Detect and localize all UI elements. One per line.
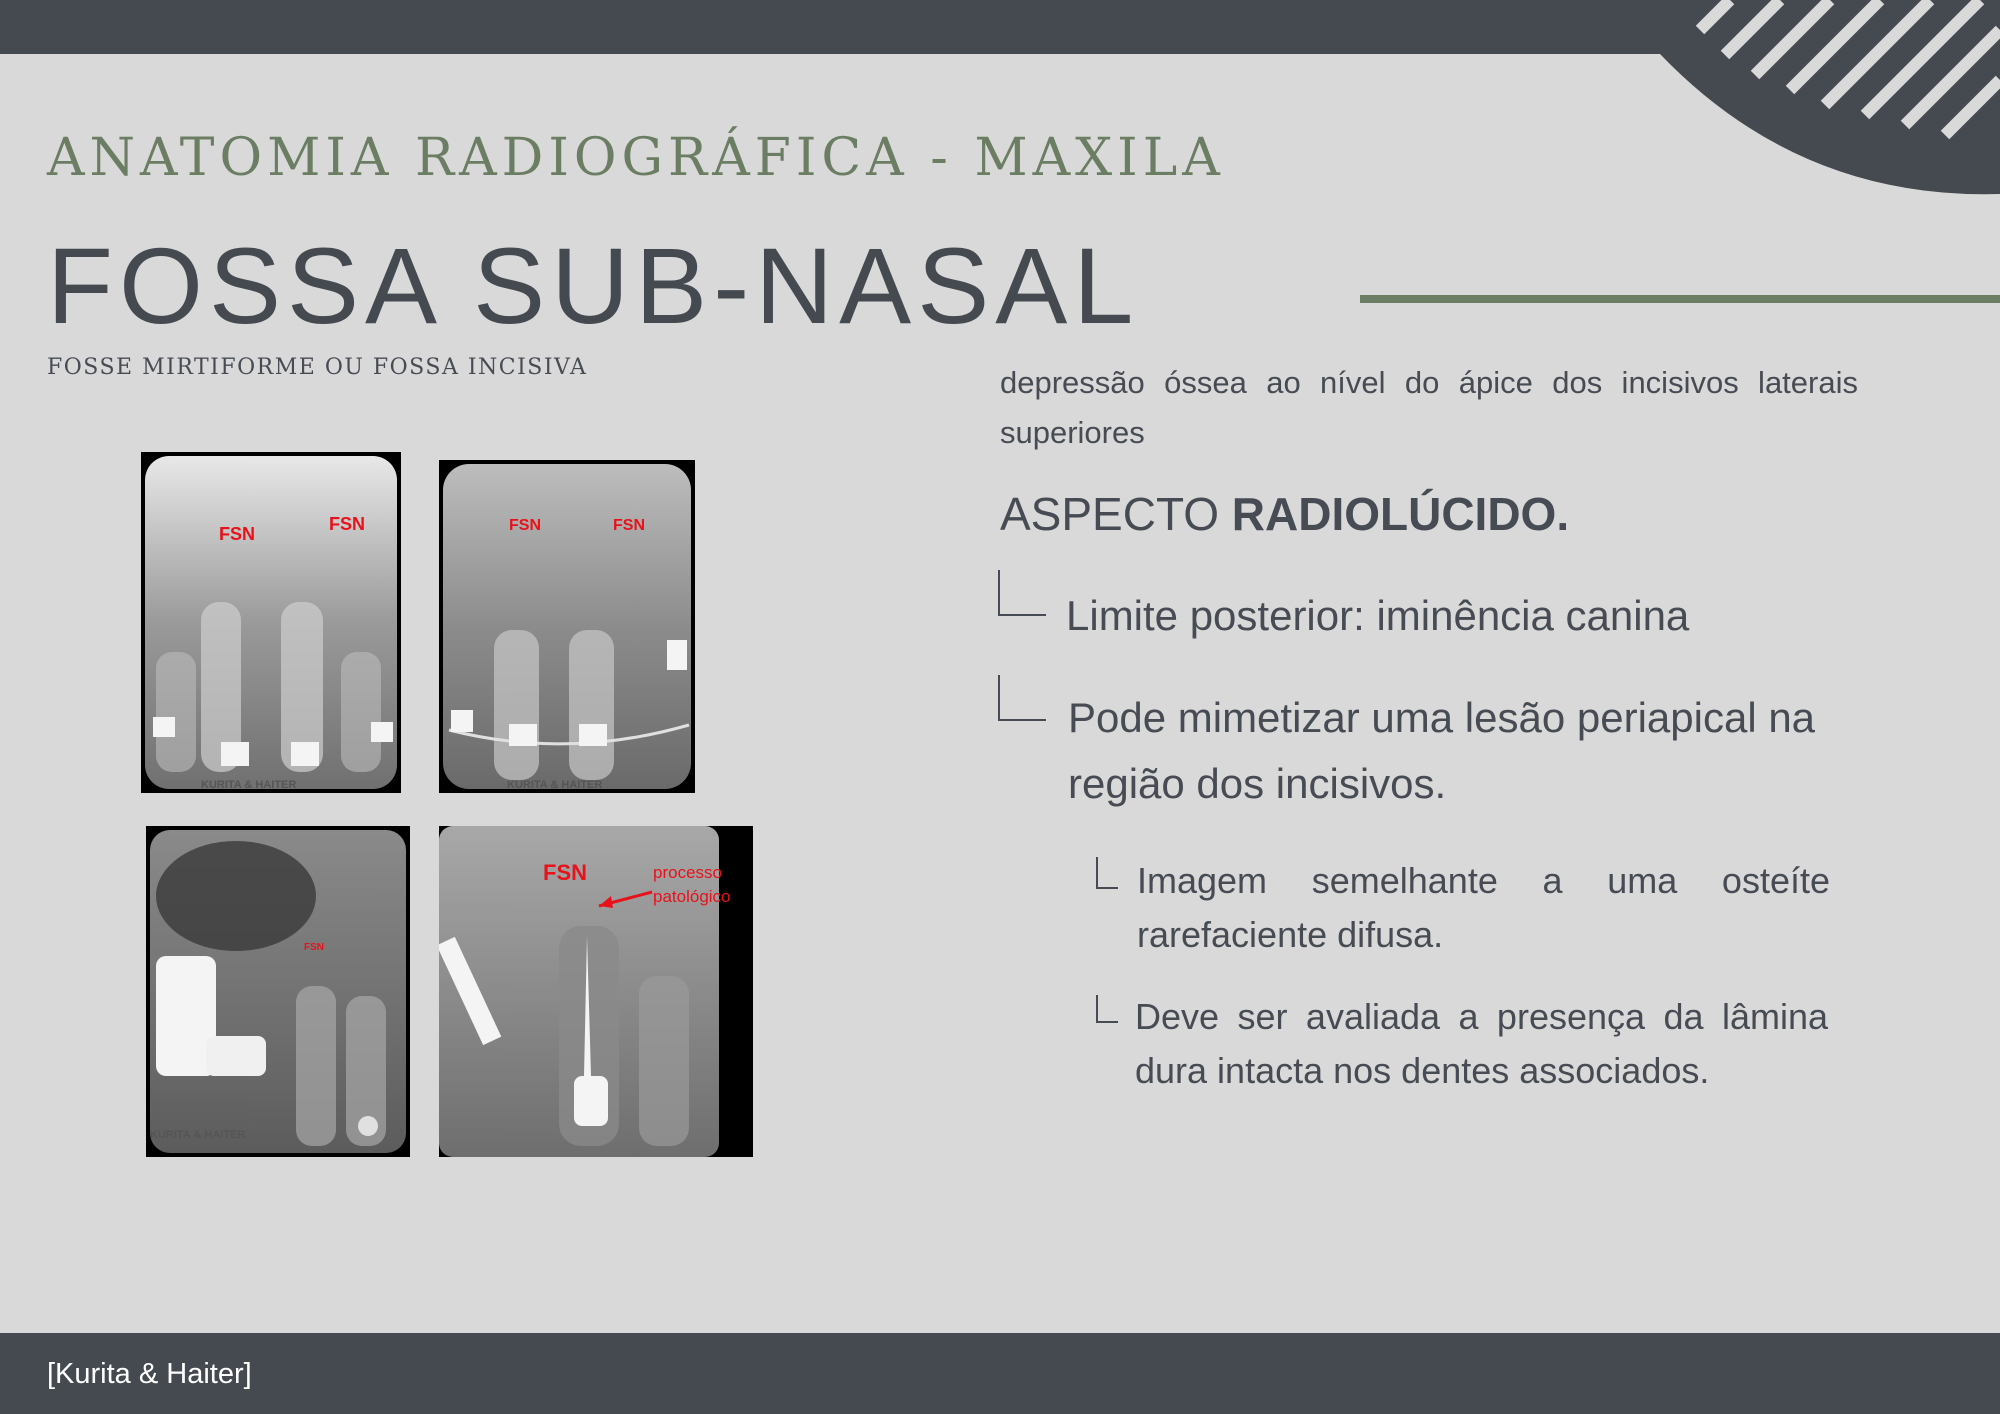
radiograph-3 bbox=[146, 826, 410, 1157]
fsn-label: FSN bbox=[219, 524, 255, 544]
list-bullet bbox=[998, 675, 1046, 721]
list-bullet bbox=[998, 570, 1046, 616]
annotation-label: processo bbox=[653, 863, 722, 882]
sublist-bullet bbox=[1096, 857, 1118, 889]
sublist-item: Deve ser avaliada a presença da lâmina dura intacta nos dentes associados. bbox=[1135, 996, 1828, 1091]
sublist-bullet bbox=[1096, 995, 1118, 1023]
radiograph-2 bbox=[439, 460, 695, 793]
corner-decoration bbox=[1640, 0, 2000, 200]
sublist-item-line: Imagem semelhante a uma osteíte bbox=[1137, 860, 1830, 901]
title-divider-line bbox=[1360, 295, 2000, 303]
watermark: KURITA & HAITER bbox=[150, 1129, 246, 1141]
annotation-label: patológico bbox=[653, 887, 731, 906]
description-text: depressão óssea ao nível do ápice dos incisivos laterais superiores bbox=[1000, 365, 1858, 450]
watermark: KURITA & HAITER bbox=[201, 779, 297, 791]
watermark: KURITA & HAITER bbox=[507, 779, 603, 791]
page-title: FOSSA SUB-NASAL bbox=[47, 225, 1140, 346]
synonyms-subtitle: FOSSE MIRTIFORME OU FOSSA INCISIVA bbox=[47, 355, 588, 380]
list-item: Limite posterior: iminência canina bbox=[1066, 592, 1690, 639]
footer-credit: [Kurita & Haiter] bbox=[47, 1358, 252, 1390]
footer-bar bbox=[0, 1333, 2000, 1414]
fsn-label: FSN bbox=[304, 942, 324, 953]
fsn-label: FSN bbox=[509, 517, 541, 534]
aspect-prefix: ASPECTO bbox=[1000, 488, 1232, 540]
sublist-item-line: rarefaciente difusa. bbox=[1137, 914, 1444, 955]
aspect-heading bbox=[1000, 487, 1569, 541]
section-subtitle: ANATOMIA RADIOGRÁFICA - MAXILA bbox=[47, 128, 1225, 188]
sublist-item bbox=[1137, 854, 1830, 962]
fsn-label: FSN bbox=[543, 860, 587, 885]
radiograph-4 bbox=[439, 826, 753, 1157]
radiograph-1 bbox=[141, 452, 401, 793]
aspect-value: RADIOLÚCIDO. bbox=[1231, 488, 1570, 540]
list-item: Pode mimetizar uma lesão periapical na região dos incisivos. bbox=[1068, 694, 1816, 807]
fsn-label: FSN bbox=[613, 517, 645, 534]
fsn-label: FSN bbox=[329, 514, 365, 534]
